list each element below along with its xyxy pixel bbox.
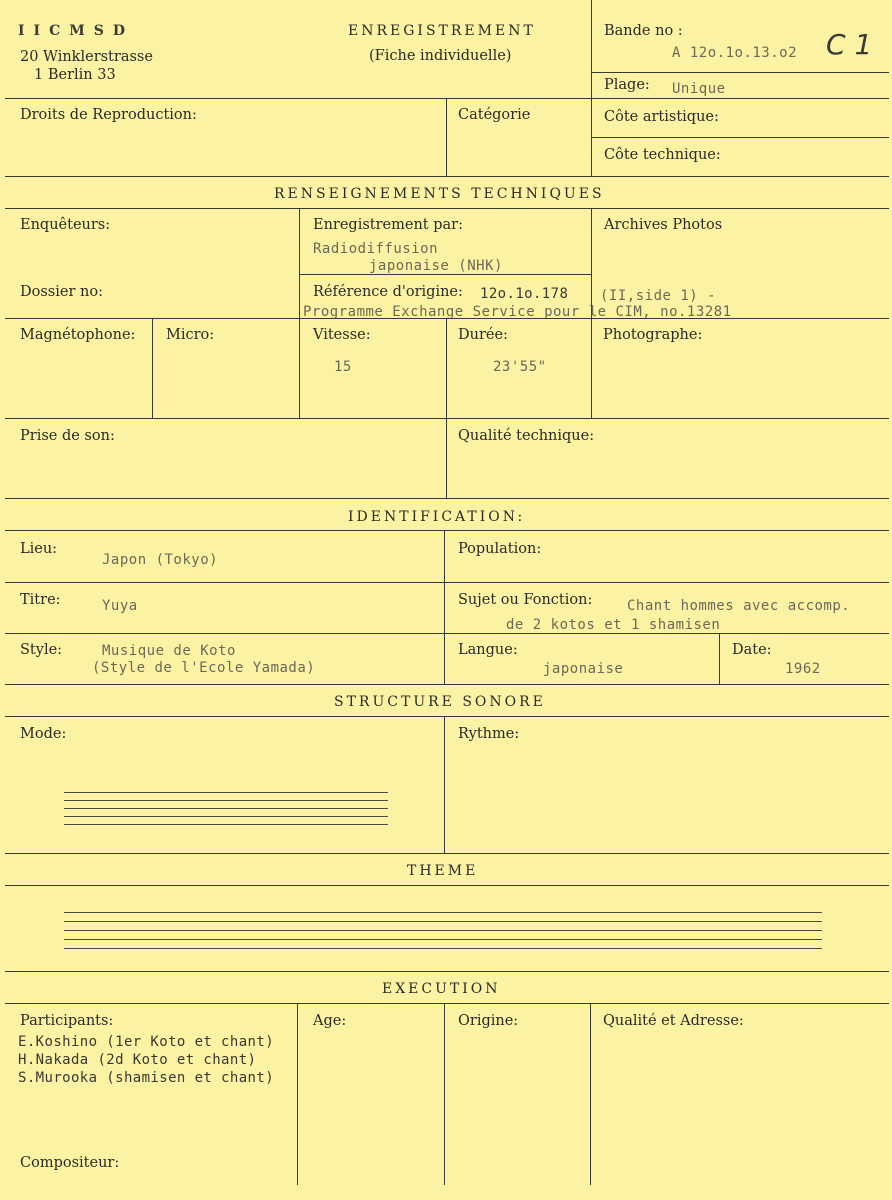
plage-value: Unique — [672, 81, 726, 97]
divider — [5, 971, 889, 972]
divider — [5, 1003, 889, 1004]
divider — [591, 137, 889, 138]
enregistrement-par-line-2: japonaise (NHK) — [369, 258, 503, 274]
divider — [719, 633, 720, 684]
cote-technique-label: Côte technique: — [604, 147, 721, 163]
participant-row: E.Koshino (1er Koto et chant) — [18, 1034, 275, 1050]
categorie-label: Catégorie — [458, 107, 531, 123]
divider — [591, 0, 592, 176]
divider — [590, 1003, 591, 1185]
bande-value: A 12o.1o.13.o2 — [672, 45, 798, 61]
divider — [444, 1003, 445, 1185]
langue-label: Langue: — [458, 642, 518, 658]
divider — [5, 418, 889, 419]
divider — [5, 530, 889, 531]
style-value-line-2: (Style de l'Ecole Yamada) — [92, 660, 316, 676]
participant-row: H.Nakada (2d Koto et chant) — [18, 1052, 257, 1068]
participant-row: S.Murooka (shamisen et chant) — [18, 1070, 275, 1086]
divider — [446, 418, 447, 498]
droits-label: Droits de Reproduction: — [20, 107, 197, 123]
bande-label: Bande no : — [604, 23, 683, 39]
duree-value: 23'55" — [493, 359, 547, 375]
style-value-line-1: Musique de Koto — [102, 643, 236, 659]
compositeur-label: Compositeur: — [20, 1155, 120, 1171]
vitesse-value: 15 — [334, 359, 352, 375]
mode-staff-line — [64, 816, 388, 817]
divider — [446, 318, 447, 418]
micro-label: Micro: — [166, 327, 215, 343]
theme-staff-line — [64, 948, 822, 949]
form-title: ENREGISTREMENT — [348, 23, 536, 39]
qualite-technique-label: Qualité technique: — [458, 428, 595, 444]
divider — [5, 633, 889, 634]
enregistrement-par-line-1: Radiodiffusion — [313, 241, 439, 257]
mode-staff-line — [64, 800, 388, 801]
bande-handwritten-mark: C 1 — [826, 28, 873, 61]
titre-label: Titre: — [20, 592, 61, 608]
reference-extra: (II,side 1) - — [600, 288, 717, 304]
theme-staff-line — [64, 930, 822, 931]
divider — [152, 318, 153, 418]
address-line-2: 1 Berlin 33 — [34, 67, 116, 83]
divider — [5, 582, 889, 583]
divider — [5, 318, 889, 319]
reference-label: Référence d'origine: — [313, 284, 463, 300]
divider — [5, 176, 889, 177]
mode-staff-line — [64, 808, 388, 809]
theme-staff-line — [64, 921, 822, 922]
section-title-theme: THEME — [407, 863, 479, 879]
divider — [591, 72, 889, 73]
cote-artistique-label: Côte artistique: — [604, 109, 719, 125]
section-title-technique: RENSEIGNEMENTS TECHNIQUES — [274, 186, 605, 202]
section-title-execution: EXECUTION — [382, 981, 501, 997]
reference-value: 12o.1o.178 — [480, 286, 569, 302]
form-subtitle: (Fiche individuelle) — [369, 48, 512, 64]
theme-staff-line — [64, 939, 822, 940]
qualite-adresse-label: Qualité et Adresse: — [603, 1013, 744, 1029]
date-value: 1962 — [785, 661, 821, 677]
section-title-identification: IDENTIFICATION: — [348, 509, 526, 525]
age-label: Age: — [313, 1013, 347, 1029]
mode-label: Mode: — [20, 726, 67, 742]
divider — [5, 853, 889, 854]
divider — [444, 530, 445, 684]
sujet-value-line-1: Chant hommes avec accomp. — [627, 598, 851, 614]
divider — [5, 208, 889, 209]
reference-line-2: Programme Exchange Service pour le CIM, no.13281 — [303, 304, 732, 320]
photographe-label: Photographe: — [603, 327, 703, 343]
vitesse-label: Vitesse: — [313, 327, 371, 343]
prise-de-son-label: Prise de son: — [20, 428, 115, 444]
titre-value: Yuya — [102, 598, 138, 614]
rythme-label: Rythme: — [458, 726, 520, 742]
archives-photos-label: Archives Photos — [604, 217, 723, 233]
divider — [5, 498, 889, 499]
style-label: Style: — [20, 642, 63, 658]
date-label: Date: — [732, 642, 772, 658]
plage-label: Plage: — [604, 77, 650, 93]
divider — [5, 716, 889, 717]
mode-staff-line — [64, 792, 388, 793]
divider — [5, 684, 889, 685]
sujet-value-line-2: de 2 kotos et 1 shamisen — [506, 617, 721, 633]
divider — [5, 98, 889, 99]
divider — [444, 716, 445, 853]
address-line-1: 20 Winklerstrasse — [20, 49, 153, 65]
divider — [299, 208, 300, 418]
participants-label: Participants: — [20, 1013, 114, 1029]
lieu-value: Japon (Tokyo) — [102, 552, 219, 568]
enqueteurs-label: Enquêteurs: — [20, 217, 111, 233]
divider — [299, 274, 591, 275]
sujet-label: Sujet ou Fonction: — [458, 592, 593, 608]
theme-staff-line — [64, 912, 822, 913]
duree-label: Durée: — [458, 327, 508, 343]
divider — [5, 885, 889, 886]
lieu-label: Lieu: — [20, 541, 58, 557]
langue-value: japonaise — [543, 661, 624, 677]
dossier-label: Dossier no: — [20, 284, 103, 300]
divider — [297, 1003, 298, 1185]
section-title-structure: STRUCTURE SONORE — [334, 694, 546, 710]
magnetophone-label: Magnétophone: — [20, 327, 136, 343]
origine-label: Origine: — [458, 1013, 519, 1029]
population-label: Population: — [458, 541, 542, 557]
mode-staff-line — [64, 824, 388, 825]
institution-logo-text: IICMSD — [18, 23, 134, 39]
enregistrement-par-label: Enregistrement par: — [313, 217, 463, 233]
divider — [446, 98, 447, 176]
